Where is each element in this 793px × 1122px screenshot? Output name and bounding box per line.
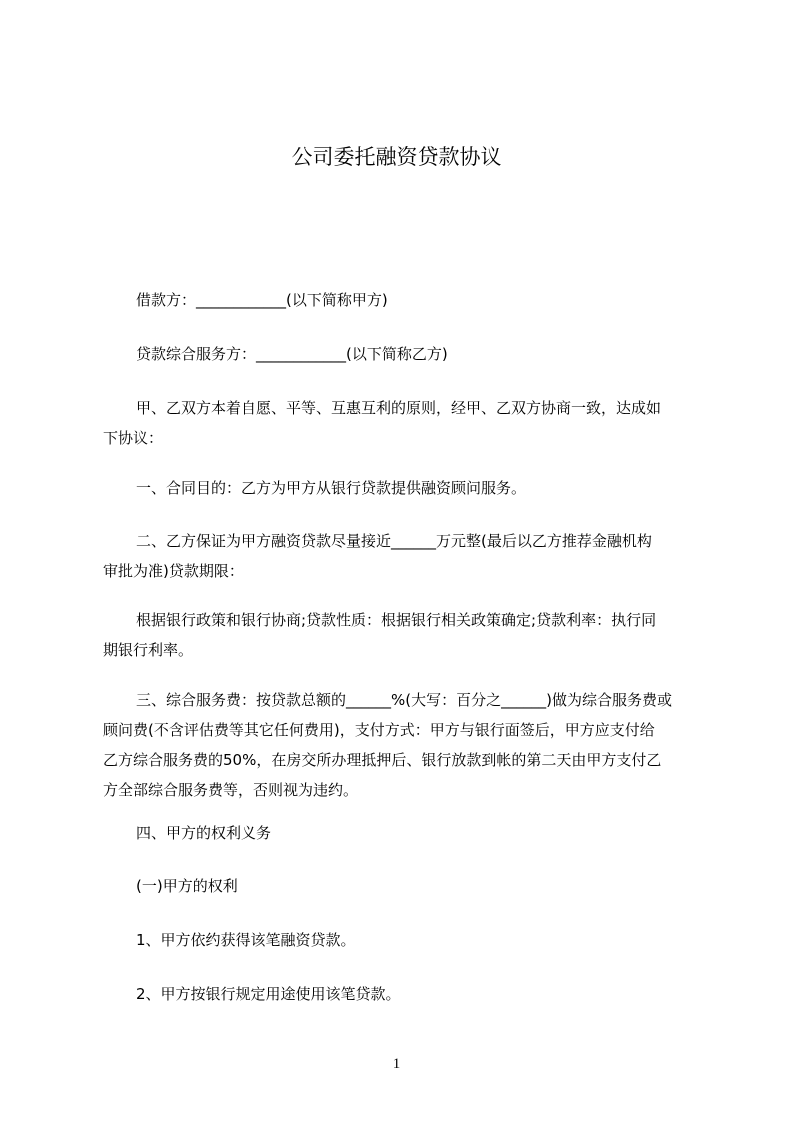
- paragraph-line: (一)甲方的权利: [136, 877, 238, 895]
- document-title: 公司委托融资贷款协议: [291, 145, 502, 169]
- paragraph-line: 贷款综合服务方：____________(以下简称乙方): [136, 345, 448, 363]
- paragraph-borrower: [103, 285, 717, 315]
- paragraph-loan-terms: [103, 605, 717, 665]
- paragraph-line: 甲、乙双方本着自愿、平等、互惠互利的原则，经甲、乙双方协商一致，达成如: [136, 399, 662, 417]
- page-number: 1: [392, 1056, 401, 1072]
- paragraph-line: 审批为准)贷款期限：: [103, 562, 244, 580]
- paragraph-clause-4: [103, 818, 717, 848]
- paragraph-line: 方全部综合服务费等，否则视为违约。: [103, 781, 359, 799]
- paragraph-line: 一、合同目的：乙方为甲方从银行贷款提供融资顾问服务。: [136, 479, 527, 497]
- paragraph-line: 二、乙方保证为甲方融资贷款尽量接近______万元整(最后以乙方推荐金融机构: [136, 532, 652, 550]
- paragraph-line: 三、综合服务费：按贷款总额的______%(大写：百分之______)做为综合服务费或: [136, 691, 672, 709]
- paragraph-line: 根据银行政策和银行协商;贷款性质：根据银行相关政策确定;贷款利率：执行同: [136, 611, 657, 629]
- paragraph-item-1: [103, 925, 717, 955]
- paragraph-line: 下协议：: [103, 429, 164, 447]
- paragraph-line: 乙方综合服务费的50%，在房交所办理抵押后、银行放款到帐的第二天由甲方支付乙: [103, 751, 662, 769]
- paragraph-line: 期银行利率。: [103, 641, 194, 659]
- paragraph-clause-1: [103, 473, 717, 503]
- paragraph-preamble: [103, 393, 717, 453]
- paragraph-line: 2、甲方按银行规定用途使用该笔贷款。: [136, 985, 401, 1003]
- paragraph-line: 四、甲方的权利义务: [136, 824, 272, 842]
- paragraph-line: 借款方：____________(以下简称甲方): [136, 291, 388, 309]
- paragraph-subclause-rights: [103, 871, 717, 901]
- paragraph-item-2: [103, 979, 717, 1009]
- paragraph-line: 顾问费(不含评估费等其它任何费用)，支付方式：甲方与银行面签后，甲方应支付给: [103, 721, 655, 739]
- paragraph-clause-2: [103, 526, 717, 586]
- paragraph-line: 1、甲方依约获得该笔融资贷款。: [136, 931, 356, 949]
- paragraph-service-party: [103, 339, 717, 369]
- paragraph-clause-3: [103, 685, 717, 805]
